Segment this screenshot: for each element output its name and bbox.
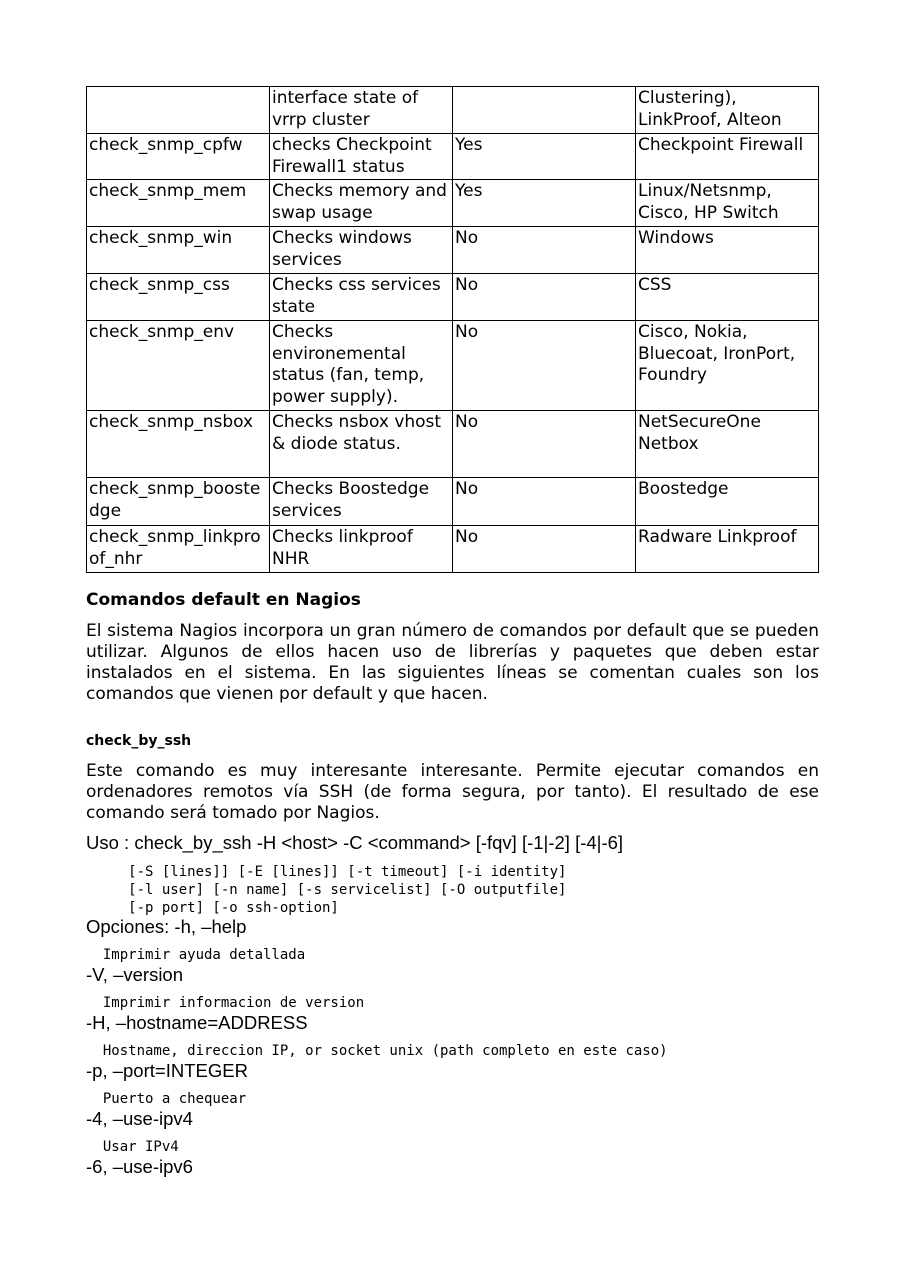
table-cell: Cisco, Nokia, Bluecoat, IronPort, Foundry — [636, 321, 819, 411]
subsection-intro: Este comando es muy interesante interesante. Permite ejecutar comandos en ordenadores remotos vía SSH (de forma segura, por tanto). El resultado de ese comando será tomado por Nagios. — [86, 761, 819, 823]
table-cell: Windows — [636, 227, 819, 274]
table-cell: No — [453, 478, 636, 526]
table-cell: Checks memory and swap usage — [270, 180, 453, 227]
table-row — [87, 321, 819, 411]
table-cell: check_snmp_win — [87, 227, 270, 274]
option-flag: -p, –port=INTEGER — [86, 1060, 248, 1081]
table-cell: check_snmp_mem — [87, 180, 270, 227]
table-row — [87, 180, 819, 227]
option-description: Imprimir informacion de version — [86, 995, 365, 1011]
table-cell: check_snmp_env — [87, 321, 270, 411]
table-cell: check_snmp_linkproof_nhr — [87, 526, 270, 573]
table-cell: Checks css services state — [270, 274, 453, 321]
usage-line: Uso : check_by_ssh -H <host> -C <command> [-fqv] [-1|-2] [-4|-6] — [86, 832, 624, 853]
table-cell: Yes — [453, 134, 636, 180]
table-row — [87, 227, 819, 274]
option-description: Usar IPv4 — [86, 1139, 179, 1155]
option-flag: Opciones: -h, –help — [86, 916, 247, 937]
table-cell: interface state of vrrp cluster — [270, 87, 453, 134]
plugins-table — [86, 86, 819, 573]
table-cell: checks Checkpoint Firewall1 status — [270, 134, 453, 180]
subsection-title: check_by_ssh — [86, 733, 192, 749]
table-cell: check_snmp_css — [87, 274, 270, 321]
option-description: Hostname, direccion IP, or socket unix (path completo en este caso) — [86, 1043, 668, 1059]
table-cell: No — [453, 411, 636, 478]
table-cell: No — [453, 227, 636, 274]
section-title: Comandos default en Nagios — [86, 590, 361, 610]
table-cell: check_snmp_nsbox — [87, 411, 270, 478]
table-cell: Clustering), LinkProof, Alteon — [636, 87, 819, 134]
table-row — [87, 134, 819, 180]
table-row — [87, 526, 819, 573]
option-flag: -H, –hostname=ADDRESS — [86, 1012, 308, 1033]
table-row — [87, 411, 819, 478]
table-cell: Checks environemental status (fan, temp, power supply). — [270, 321, 453, 411]
table-cell: Radware Linkproof — [636, 526, 819, 573]
table-cell — [453, 87, 636, 134]
table-row — [87, 87, 819, 134]
table-cell: Checkpoint Firewall — [636, 134, 819, 180]
section-intro: El sistema Nagios incorpora un gran número de comandos por default que se pueden utilizar. Algunos de ellos hacen uso de librerías y paquetes que deben estar instalados en el sistema. En las siguientes líneas se comentan cuales son los comandos que vienen por default y que hacen. — [86, 621, 819, 704]
table-cell: No — [453, 274, 636, 321]
table-cell: check_snmp_boostedge — [87, 478, 270, 526]
table-cell — [87, 87, 270, 134]
table-cell: Yes — [453, 180, 636, 227]
table-cell: Boostedge — [636, 478, 819, 526]
table-cell: Checks windows services — [270, 227, 453, 274]
option-description: Puerto a chequear — [86, 1091, 247, 1107]
option-flag: -V, –version — [86, 964, 184, 985]
table-cell: Checks linkproof NHR — [270, 526, 453, 573]
table-cell: CSS — [636, 274, 819, 321]
table-cell: No — [453, 526, 636, 573]
usage-args: [-S [lines]] [-E [lines]] [-t timeout] [-i identity] [-l user] [-n name] [-s servicelist] [-O outputfile] [-p port] [-o ssh-option] — [128, 864, 567, 916]
table-cell: check_snmp_cpfw — [87, 134, 270, 180]
table-row — [87, 478, 819, 526]
option-flag: -4, –use-ipv4 — [86, 1108, 193, 1129]
table-cell: Checks Boostedge services — [270, 478, 453, 526]
table-cell: Checks nsbox vhost & diode status. — [270, 411, 453, 478]
option-description: Imprimir ayuda detallada — [86, 947, 306, 963]
table-cell: NetSecureOne Netbox — [636, 411, 819, 478]
table-row — [87, 274, 819, 321]
option-flag: -6, –use-ipv6 — [86, 1156, 193, 1177]
table-cell: Linux/Netsnmp, Cisco, HP Switch — [636, 180, 819, 227]
table-cell: No — [453, 321, 636, 411]
